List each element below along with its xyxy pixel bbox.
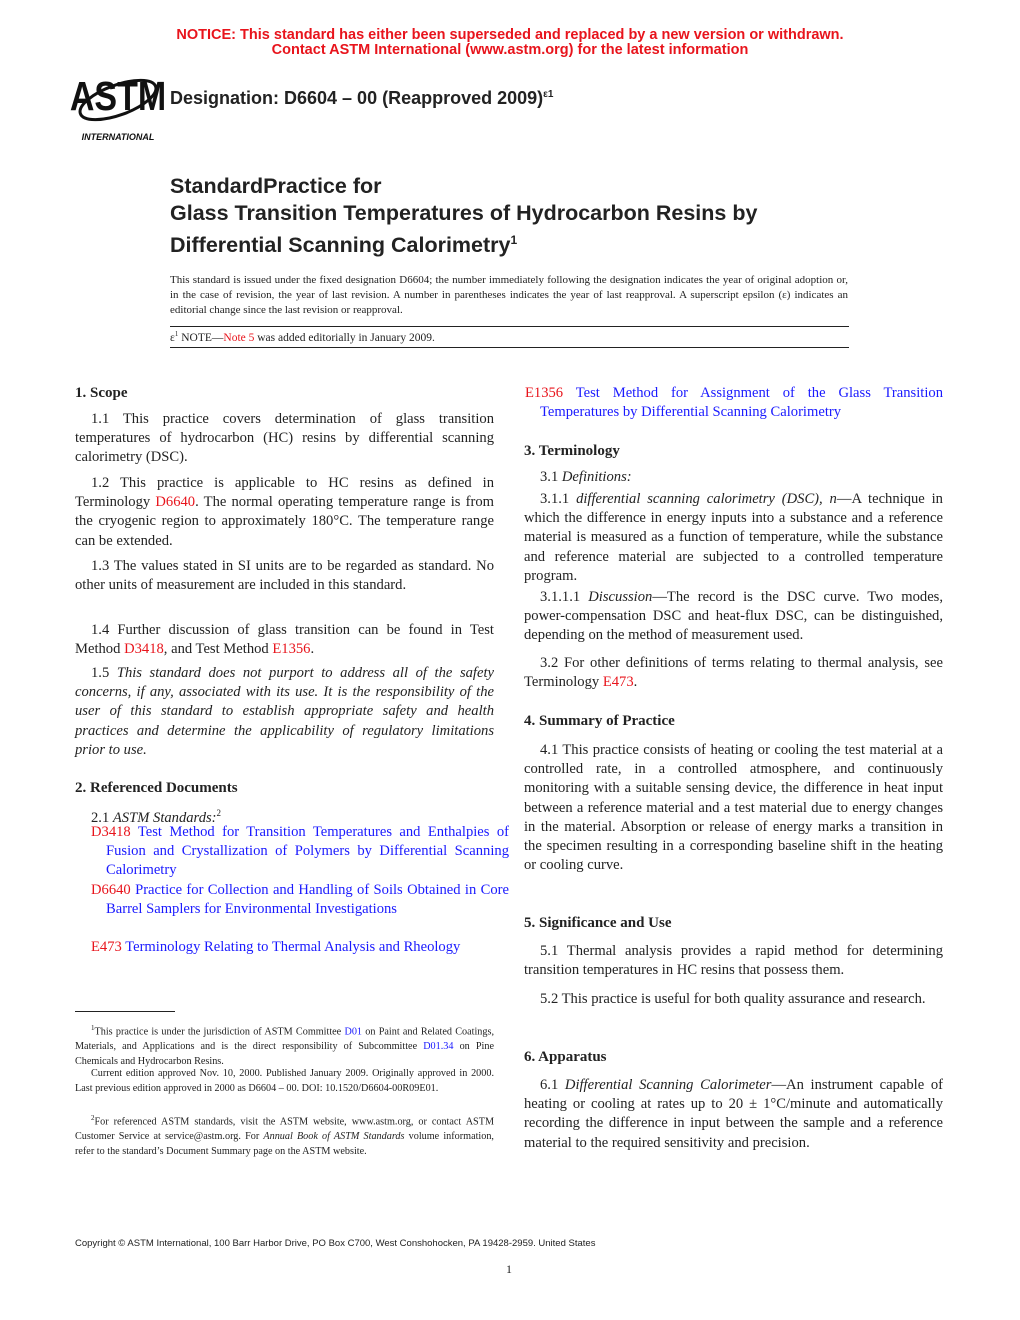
- ref-d3418[interactable]: D3418 Test Method for Transition Temperatures and Enthalpies of Fusion and Crystallization of Polymers by Differential Scanning Calorimetry: [91, 824, 509, 879]
- para-3-1-1-1: 3.1.1.1 Discussion—The record is the DSC curve. Two modes, power-compensation DSC and heat-flux DSC, can be distinguished, depending on the method of measurement used.: [524, 589, 943, 644]
- ref-e1356[interactable]: E1356 Test Method for Assignment of the Glass Transition Temperatures by Differential Scanning Calorimetry: [525, 385, 943, 421]
- d01-34-link[interactable]: D01.34: [423, 1041, 454, 1053]
- title-footnote-ref[interactable]: 1: [510, 233, 518, 247]
- para-2-1: 2.1 ASTM Standards:$^2$: [91, 808, 222, 826]
- para-1-4: 1.4 Further discussion of glass transition can be found in Test Method D3418, and Test Method E1356.: [75, 622, 494, 658]
- section-3-heading: 3. Terminology: [524, 443, 620, 459]
- astm-logo: [69, 68, 167, 144]
- notice-line-2: Contact ASTM International (www.astm.org) for the latest information: [271, 42, 749, 58]
- para-5-1: 5.1 Thermal analysis provides a rapid method for determining transition temperatures in HC resins that possess them.: [524, 943, 943, 979]
- footnote-1: $^1$This practice is under the jurisdiction of ASTM Committee D01 on Paint and Related Coatings, Materials, and Applications and is the direct responsibility of Subcommittee D01.34 on Pine Chemicals and Hydrocarbon Resins.: [75, 1024, 495, 1068]
- designation-text: Designation: D6604 – 00 (Reapproved 2009): [170, 88, 544, 108]
- editorial-note: $\varepsilon^1$ NOTE—Note 5 was added editorially in January 2009.: [170, 330, 435, 344]
- section-6-heading: 6. Apparatus: [524, 1049, 607, 1065]
- para-5-2: 5.2 This practice is useful for both quality assurance and research.: [540, 991, 926, 1007]
- ref-e473[interactable]: E473 Terminology Relating to Thermal Analysis and Rheology: [91, 939, 461, 955]
- para-1-5: 1.5 This standard does not purport to address all of the safety concerns, if any, associated with its use. It is the responsibility of the user of this standard to establish appropriate safety and health practices and determine the applicability of regulatory limitations prior to use.: [75, 665, 494, 758]
- d6640-link[interactable]: D6640: [155, 494, 196, 511]
- title-line-1: StandardPractice for: [170, 174, 382, 198]
- para-6-1: 6.1 Differential Scanning Calorimeter—An instrument capable of heating or cooling at rates up to 20 ± 1°C/minute and automatically recording the difference in input between the sample and a reference material to the required sensitivity and precision.: [524, 1077, 944, 1151]
- preface: This standard is issued under the fixed designation D6604; the number immediately following the designation indicates the year of original adoption or, in the case of revision, the year of last revision. A number in parentheses indicates the year of last reapproval. A superscript epsilon (ε) indicates an editorial change since the last revision or reapproval.: [170, 274, 848, 316]
- designation-sup: ε1: [543, 89, 554, 100]
- section-4-heading: 4. Summary of Practice: [524, 713, 675, 729]
- para-1-2: 1.2 This practice is applicable to HC resins as defined in Terminology D6640. The normal operating temperature range is from the cryogenic region to approximately 180°C. The temperature range can be extended.: [75, 475, 494, 549]
- ref-d6640[interactable]: D6640 Practice for Collection and Handling of Soils Obtained in Core Barrel Samplers for Environmental Investigations: [91, 882, 509, 918]
- note-5-link[interactable]: Note 5: [223, 331, 255, 344]
- page-number: 1: [506, 1262, 512, 1276]
- footnote-1-edition: Current edition approved Nov. 10, 2000. Published January 2009. Originally approved in 2000. Last previous edition approved in 2000 as D6604 – 00. DOI: 10.1520/D6604-00R09E01.: [75, 1068, 494, 1094]
- notice-line-1: NOTICE: This standard has either been superseded and replaced by a new version or withdrawn.: [176, 27, 844, 43]
- title-line-2: Glass Transition Temperatures of Hydrocarbon Resins by: [170, 201, 758, 225]
- section-1-heading: 1. Scope: [75, 385, 128, 401]
- footnote-2: $^2$For referenced ASTM standards, visit the ASTM website, www.astm.org, or contact ASTM Customer Service at service@astm.org. For Annual Book of ASTM Standards volume information, refer to the standard’s Document Summary page on the ASTM website.: [75, 1114, 494, 1158]
- svg-text:ASTM: ASTM: [69, 73, 167, 119]
- e473-link[interactable]: E473: [602, 674, 634, 691]
- d3418-link[interactable]: D3418: [124, 641, 164, 658]
- para-3-2: 3.2 For other definitions of terms relating to thermal analysis, see Terminology E473.: [524, 655, 943, 691]
- para-3-1-1: 3.1.1 differential scanning calorimetry (DSC), n—A technique in which the difference in energy inputs into a substance and a reference material is measured as a function of temperature, while the substance and reference material are subjected to a controlled temperature program.: [524, 491, 943, 584]
- para-4-1: 4.1 This practice consists of heating or cooling the test material at a controlled rate, in a controlled atmosphere, and continuously monitoring with a suitable sensing device, the difference in heat input between a reference material and a test material due to energy changes in the material. Absorption or release of energy marks a transition in the specimen resulting in a corresponding baseline shift in the heating or cooling curve.: [524, 742, 943, 874]
- page-title: [170, 173, 757, 259]
- section-2-heading: 2. Referenced Documents: [75, 780, 238, 796]
- e1356-link[interactable]: E1356: [272, 641, 311, 658]
- divider: [170, 347, 849, 348]
- copyright: Copyright © ASTM International, 100 Barr Harbor Drive, PO Box C700, West Conshohocken, PA 19428-2959. United States: [75, 1238, 596, 1249]
- footnote-divider: [75, 1011, 175, 1012]
- section-5-heading: 5. Significance and Use: [524, 915, 672, 931]
- title-line-3: Differential Scanning Calorimetry: [170, 233, 511, 258]
- para-3-1: 3.1 Definitions:: [540, 469, 632, 485]
- divider: [170, 326, 849, 327]
- para-1-1: 1.1 This practice covers determination of glass transition temperatures of hydrocarbon (HC) resins by differential scanning calorimetry (DSC).: [75, 411, 494, 466]
- svg-text:INTERNATIONAL: INTERNATIONAL: [81, 132, 155, 142]
- para-1-3: 1.3 The values stated in SI units are to be regarded as standard. No other units of measurement are included in this standard.: [75, 558, 494, 594]
- designation: [170, 88, 553, 109]
- d01-link[interactable]: D01: [344, 1026, 363, 1038]
